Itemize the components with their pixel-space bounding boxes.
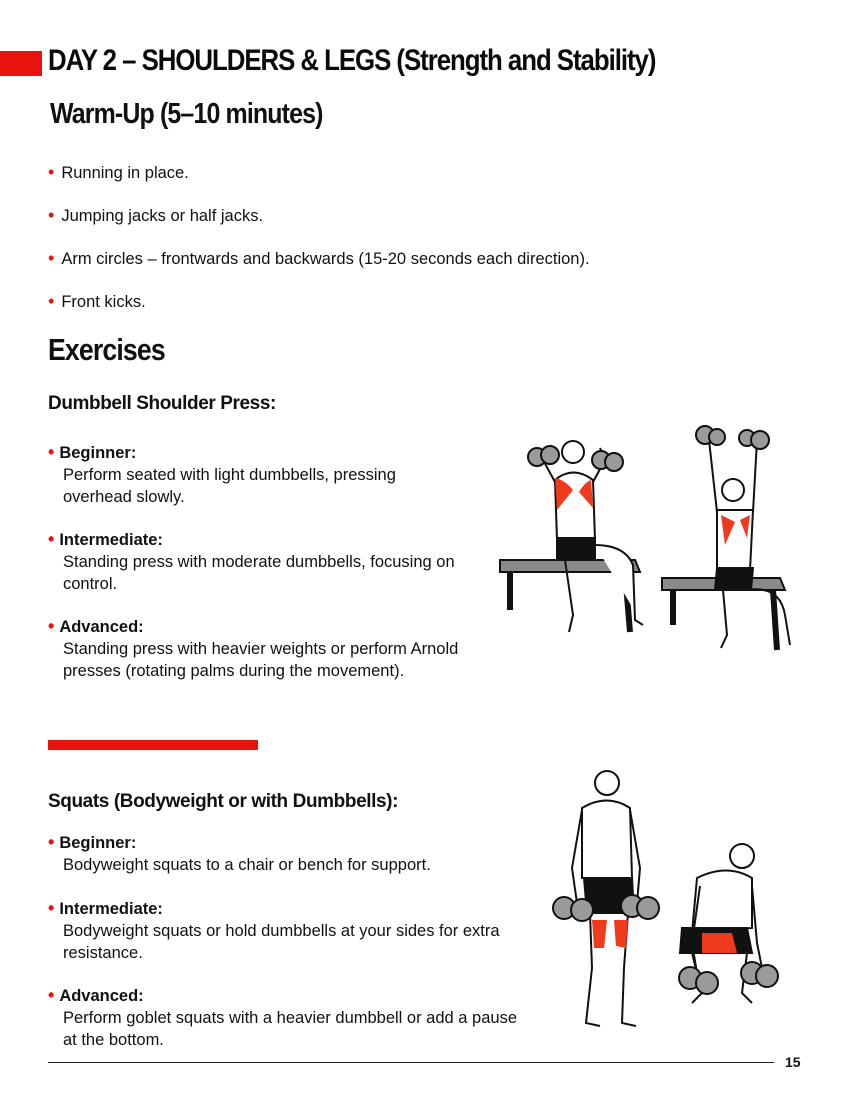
shoulder-press-intermediate: • Intermediate: Standing press with moderate dumbbells, focusing on control. (48, 529, 455, 593)
squats-advanced: • Advanced: Perform goblet squats with a heavier dumbbell or add a pause at the bottom. (48, 985, 518, 1049)
section-divider (48, 740, 258, 750)
shoulder-press-advanced: • Advanced: Standing press with heavier weights or perform Arnold presses (rotating palms during the movement). (48, 616, 459, 680)
list-item: • Front kicks. (48, 291, 146, 311)
page-number: 15 (785, 1054, 801, 1070)
footer-divider (48, 1062, 774, 1063)
squats-intermediate: • Intermediate: Bodyweight squats or hold dumbbells at your sides for extra resistance. (48, 898, 500, 962)
page-title: DAY 2 – SHOULDERS & LEGS (Strength and Stability) (48, 44, 656, 77)
list-item: • Jumping jacks or half jacks. (48, 205, 264, 225)
list-item: • Arm circles – frontwards and backwards (15-20 seconds each direction). (48, 248, 590, 268)
title-accent-bar (0, 51, 42, 76)
squats-title: Squats (Bodyweight or with Dumbbells): (48, 791, 399, 812)
shoulder-press-illustration (495, 420, 800, 660)
warmup-list (48, 160, 590, 332)
list-item: • Running in place. (48, 162, 189, 182)
squat-illustration (552, 768, 782, 1033)
warmup-heading: Warm-Up (5–10 minutes) (50, 98, 323, 130)
exercises-heading: Exercises (48, 332, 165, 367)
squats-beginner: • Beginner: Bodyweight squats to a chair or bench for support. (48, 832, 431, 874)
shoulder-press-beginner: • Beginner: Perform seated with light dumbbells, pressing overhead slowly. (48, 442, 396, 506)
shoulder-press-title: Dumbbell Shoulder Press: (48, 393, 276, 414)
